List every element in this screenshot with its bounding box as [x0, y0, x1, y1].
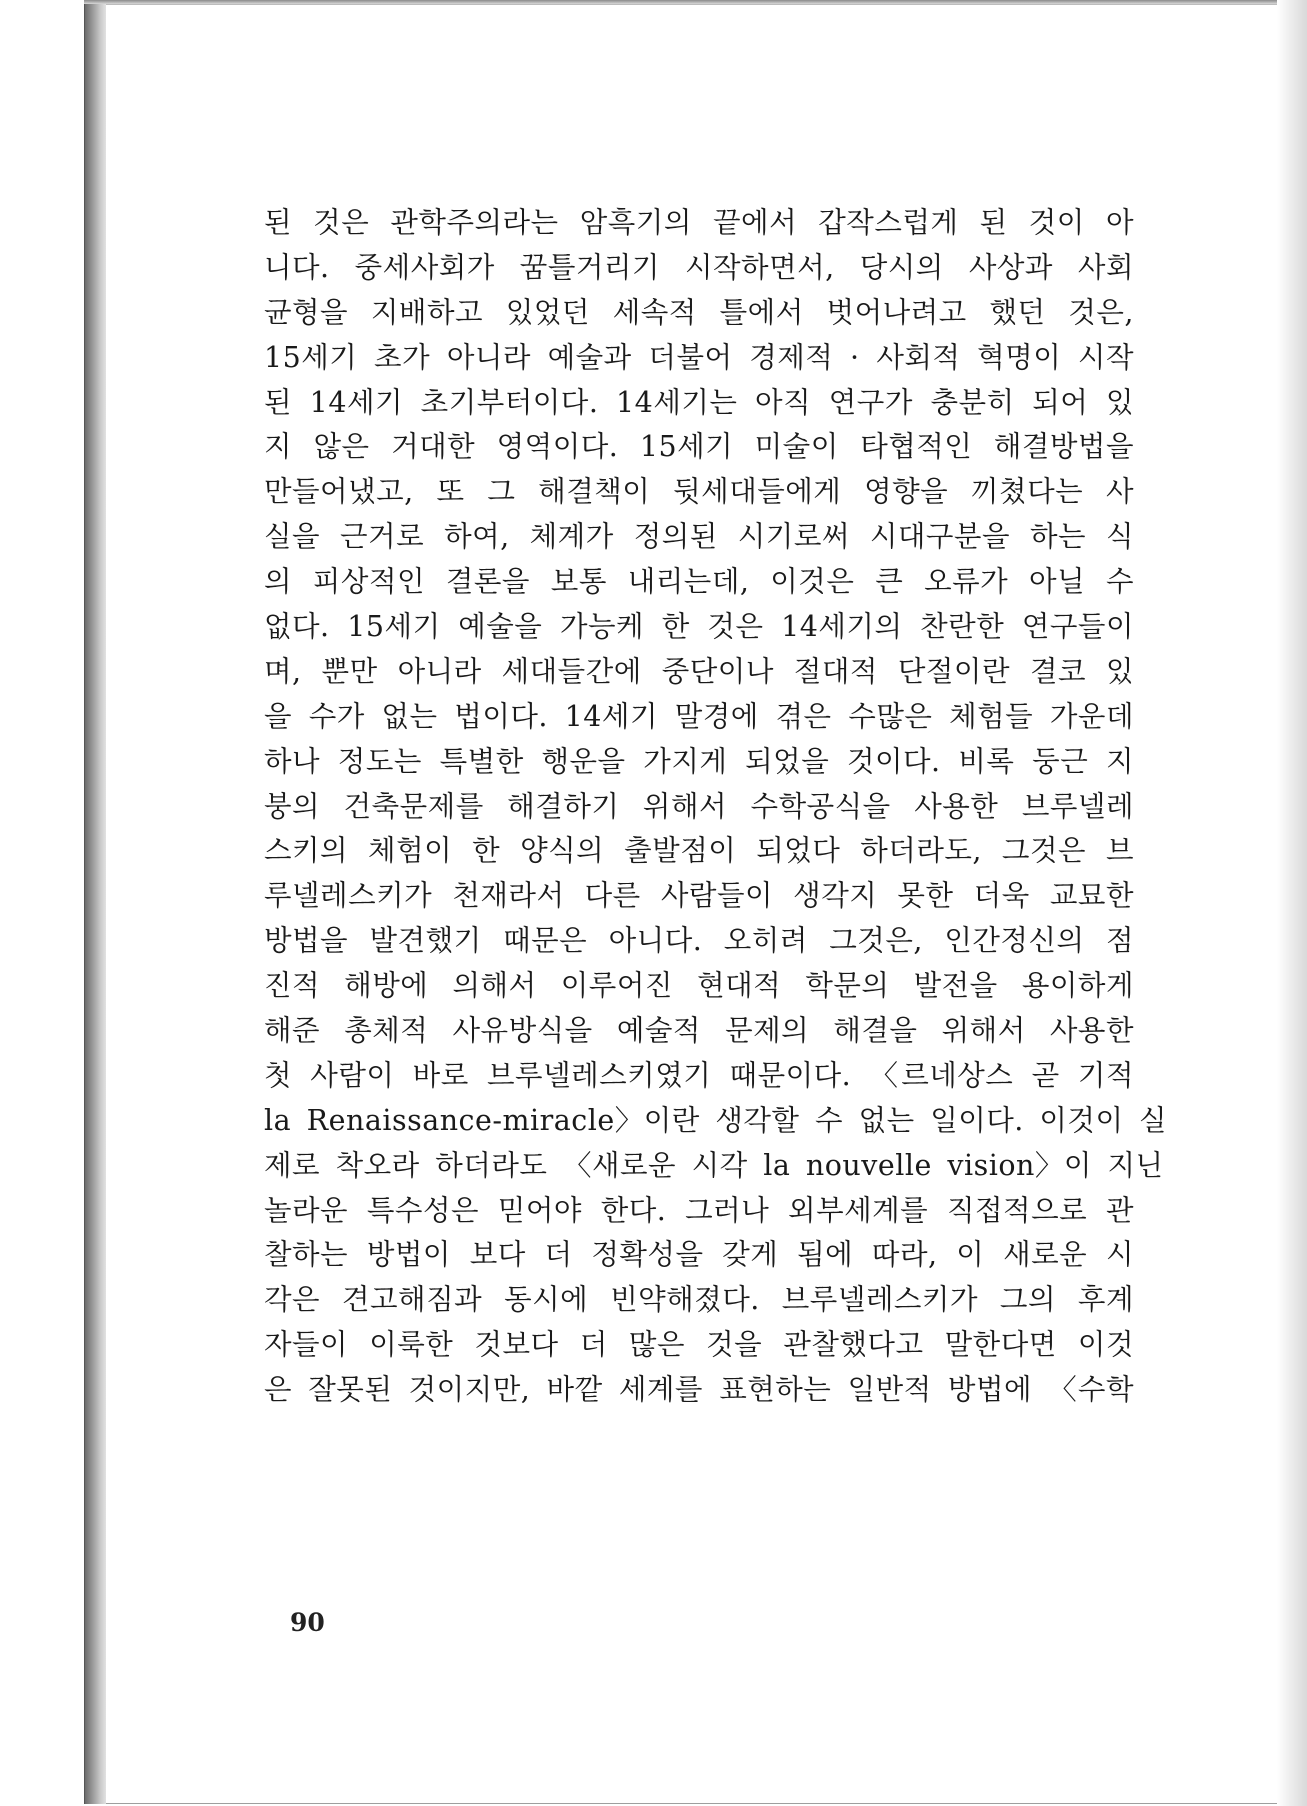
text-line: 해준 총체적 사유방식을 예술적 문제의 해결을 위해서 사용한 [264, 1014, 1134, 1048]
text-line: 은 잘못된 것이지만, 바깥 세계를 표현하는 일반적 방법에 〈수학 [264, 1373, 1134, 1407]
text-line: 스키의 체험이 한 양식의 출발점이 되었다 하더라도, 그것은 브 [264, 834, 1134, 868]
text-line: 진적 해방에 의해서 이루어진 현대적 학문의 발전을 용이하게 [264, 969, 1134, 1003]
text-line: 붕의 건축문제를 해결하기 위해서 수학공식을 사용한 브루넬레 [264, 789, 1134, 823]
book-spine-edge [84, 4, 107, 1804]
text-line: 균형을 지배하고 있었던 세속적 틀에서 벗어나려고 했던 것은, [264, 295, 1134, 329]
text-line: 만들어냈고, 또 그 해결책이 뒷세대들에게 영향을 끼쳤다는 사 [264, 475, 1134, 509]
right-page-shadow [1277, 0, 1307, 1806]
text-line: 루넬레스키가 천재라서 다른 사람들이 생각지 못한 더욱 교묘한 [264, 879, 1134, 913]
text-line: 의 피상적인 결론을 보통 내리는데, 이것은 큰 오류가 아닐 수 [264, 565, 1134, 599]
text-line: 니다. 중세사회가 꿈틀거리기 시작하면서, 당시의 사상과 사회 [264, 250, 1134, 284]
text-line: 없다. 15세기 예술을 가능케 한 것은 14세기의 찬란한 연구들이 [264, 610, 1134, 644]
text-line: 15세기 초가 아니라 예술과 더불어 경제적 · 사회적 혁명이 시작 [264, 340, 1134, 374]
text-line: 제로 착오라 하더라도 〈새로운 시각 la nouvelle vision〉이 지닌 [264, 1148, 1164, 1182]
text-line: 된 것은 관학주의라는 암흑기의 끝에서 갑작스럽게 된 것이 아 [264, 206, 1134, 239]
text-line: 된 14세기 초기부터이다. 14세기는 아직 연구가 충분히 되어 있 [264, 385, 1134, 419]
text-line: 하나 정도는 특별한 행운을 가지게 되었을 것이다. 비록 둥근 지 [264, 744, 1134, 778]
text-line: 자들이 이룩한 것보다 더 많은 것을 관찰했다고 말한다면 이것 [264, 1328, 1134, 1362]
text-line: 찰하는 방법이 보다 더 정확성을 갖게 됨에 따라, 이 새로운 시 [264, 1238, 1134, 1272]
text-line: 첫 사람이 바로 브루넬레스키였기 때문이다. 〈르네상스 곧 기적 [264, 1058, 1134, 1092]
text-line: 놀라운 특수성은 믿어야 한다. 그러나 외부세계를 직접적으로 관 [264, 1193, 1134, 1227]
text-line: 방법을 발견했기 때문은 아니다. 오히려 그것은, 인간정신의 점 [264, 924, 1134, 958]
text-line: 각은 견고해짐과 동시에 빈약해졌다. 브루넬레스키가 그의 후계 [264, 1283, 1134, 1317]
text-line: 을 수가 없는 법이다. 14세기 말경에 겪은 수많은 체험들 가운데 [264, 699, 1134, 733]
page-number: 90 [290, 1608, 325, 1637]
text-line: 지 않은 거대한 영역이다. 15세기 미술이 타협적인 해결방법을 [264, 430, 1134, 464]
body-text [264, 201, 1168, 1413]
text-line: 실을 근거로 하여, 체계가 정의된 시기로써 시대구분을 하는 식 [264, 520, 1134, 554]
text-line: 며, 뿐만 아니라 세대들간에 중단이나 절대적 단절이란 결코 있 [264, 654, 1134, 688]
text-line: la Renaissance-miracle〉이란 생각할 수 없는 일이다. 이것이 실 [264, 1103, 1168, 1137]
